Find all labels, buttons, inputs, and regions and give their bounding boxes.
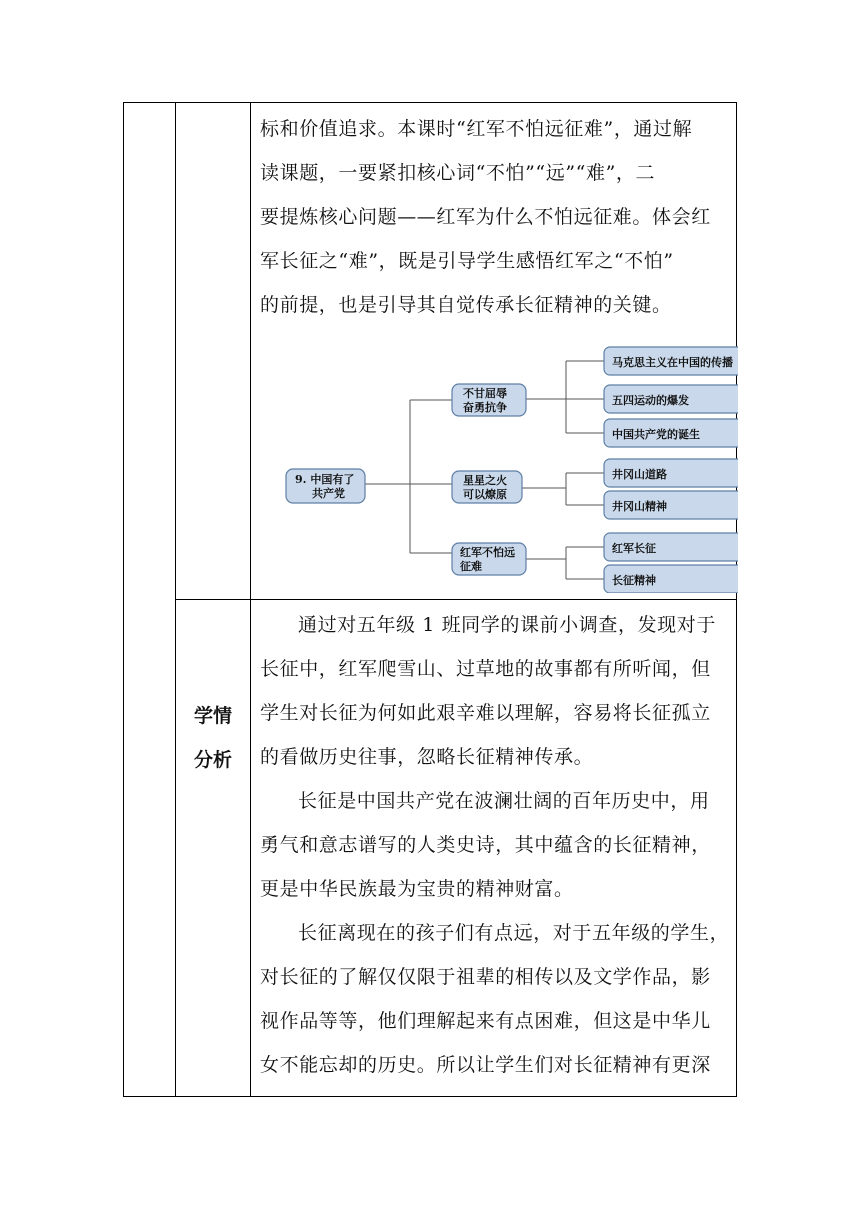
root-line-2: 共产党 bbox=[312, 487, 345, 500]
text-line: 长征是中国共产党在波澜壮阔的百年历史中，用 bbox=[298, 790, 710, 812]
connector bbox=[526, 361, 604, 433]
section-label-student-analysis bbox=[176, 694, 250, 782]
text-line: 勇气和意志谱写的人类史诗，其中蕴含的长征精神， bbox=[260, 834, 711, 856]
connector bbox=[410, 400, 452, 553]
text-line: 视作品等等，他们理解起来有点困难，但这是中华儿 bbox=[260, 1010, 711, 1032]
connector bbox=[526, 547, 604, 579]
diagram-leaf-node bbox=[604, 419, 738, 447]
leaf-text: 长征精神 bbox=[612, 574, 656, 587]
branch-3-line-2: 征难 bbox=[460, 560, 482, 573]
branch-2-line-1: 星星之火 bbox=[463, 474, 507, 487]
knowledge-map-diagram bbox=[260, 331, 738, 593]
branch-2-line-2: 可以燎原 bbox=[463, 488, 507, 501]
text-line: 标和价值追求。本课时“红军不怕远征难”，通过解 bbox=[260, 118, 693, 140]
leaf-text: 中国共产党的诞生 bbox=[612, 428, 700, 441]
leaf-text: 马克思主义在中国的传播 bbox=[612, 356, 733, 369]
text-line: 军长征之“难”，既是引导学生感悟红军之“不怕” bbox=[260, 250, 674, 272]
section2-text bbox=[260, 603, 736, 1087]
diagram-branch-node bbox=[452, 471, 522, 503]
diagram-leaf-node bbox=[604, 565, 738, 593]
text-line: 长征离现在的孩子们有点远，对于五年级的学生， bbox=[298, 922, 730, 944]
connector bbox=[522, 473, 604, 505]
knowledge-map-svg bbox=[260, 331, 738, 593]
leaf-text: 红军长征 bbox=[612, 542, 656, 555]
diagram-branch-node bbox=[452, 543, 526, 575]
text-line: 通过对五年级 1 班同学的课前小调查，发现对于 bbox=[298, 614, 716, 636]
text-line: 的看做历史往事，忽略长征精神传承。 bbox=[260, 746, 594, 768]
text-line: 更是中华民族最为宝贵的精神财富。 bbox=[260, 878, 574, 900]
diagram-leaf-node bbox=[604, 459, 738, 487]
text-line: 长征中，红军爬雪山、过草地的故事都有所听闻，但 bbox=[260, 658, 711, 680]
text-line: 要提炼核心问题——红军为什么不怕远征难。体会红 bbox=[260, 206, 711, 228]
text-line: 学生对长征为何如此艰辛难以理解，容易将长征孤立 bbox=[260, 702, 711, 724]
text-line: 读课题，一要紧扣核心词“不怕”“远”“难”，二 bbox=[260, 162, 656, 184]
leaf-text: 五四运动的爆发 bbox=[612, 394, 689, 407]
diagram-branch-node bbox=[452, 384, 526, 416]
row-divider bbox=[175, 599, 736, 600]
text-line: 对长征的了解仅仅限于祖辈的相传以及文学作品，影 bbox=[260, 966, 711, 988]
root-line-1: 9. 中国有了 bbox=[295, 473, 355, 486]
branch-1-line-2: 奋勇抗争 bbox=[463, 401, 507, 414]
diagram-leaf-node bbox=[604, 491, 738, 519]
text-line: 的前提，也是引导其自觉传承长征精神的关键。 bbox=[260, 294, 672, 316]
section1-text bbox=[260, 107, 736, 327]
branch-1-line-1: 不甘屈辱 bbox=[463, 387, 507, 400]
diagram-root-node bbox=[286, 469, 365, 503]
diagram-leaf-node bbox=[604, 347, 738, 375]
diagram-leaf-node bbox=[604, 533, 738, 561]
leaf-text: 井冈山精神 bbox=[612, 500, 667, 513]
lesson-plan-table bbox=[123, 102, 737, 1097]
text-line: 女不能忘却的历史。所以让学生们对长征精神有更深 bbox=[260, 1054, 711, 1076]
label-line: 分析 bbox=[193, 749, 232, 771]
branch-3-line-1: 红军不怕远 bbox=[460, 546, 515, 559]
leaf-text: 井冈山道路 bbox=[612, 468, 667, 481]
label-line: 学情 bbox=[193, 705, 232, 727]
diagram-leaf-node bbox=[604, 385, 738, 413]
